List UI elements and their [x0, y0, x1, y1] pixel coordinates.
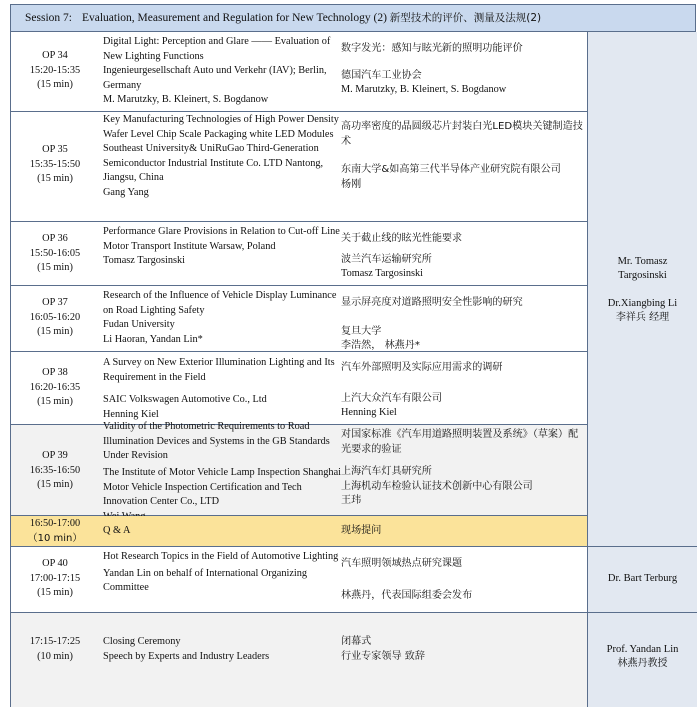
closing-speech-zh: 行业专家领导 致辞 [341, 650, 425, 662]
paper-title-en: Performance Glare Provisions in Relation to Cut-off Line [103, 226, 340, 237]
table-row [11, 286, 587, 352]
table-row [11, 516, 587, 547]
op-time: 15:35-15:50 [29, 158, 81, 170]
table-row [11, 112, 587, 222]
op-number: OP 40 [42, 558, 68, 569]
chair-name: Mr. Tomasz [617, 256, 668, 267]
op-number: OP 38 [42, 367, 68, 378]
op-time: 15:20-15:35 [29, 64, 81, 76]
authors-en: Tomasz Targosinski [103, 255, 185, 266]
op-duration: (15 min) [37, 587, 73, 598]
session-chairs-3 [588, 613, 697, 707]
closing-speech-en: Speech by Experts and Industry Leaders [103, 650, 270, 662]
authors-en: Henning Kiel [103, 408, 159, 420]
op-duration: (15 min) [37, 479, 73, 490]
op-time: 15:50-16:05 [29, 247, 81, 259]
session-label: Session 7: [25, 12, 72, 24]
session-chairs-1 [588, 32, 697, 547]
qa-title-en: Q & A [103, 525, 131, 536]
op-time: 16:05-16:20 [29, 311, 81, 323]
affiliation-en: Southeast University& UniRuGao Third-Generation Semiconductor Industrial Institute Co. LTD Nantong, Jiangsu, China [103, 143, 324, 183]
chair-name-zh: 林燕丹教授 [617, 658, 668, 669]
session-chairs-2 [588, 547, 697, 613]
chair-name: Dr. Bart Terburg [607, 573, 678, 584]
session-body [10, 32, 696, 707]
programme-table [10, 4, 696, 707]
affiliation-en: Ingenieurgesellschaft Auto und Verkehr (IAV); Berlin, Germany [103, 65, 327, 91]
op-number: OP 37 [42, 297, 68, 308]
column-divider [587, 32, 588, 707]
chair-name-zh: 李祥兵 经理 [615, 312, 670, 323]
table-row [11, 352, 587, 425]
table-row [11, 222, 587, 286]
affiliation-zh: 德国汽车工业协会 [341, 69, 422, 81]
affiliation-en: Yandan Lin on behalf of International Organizing Committee [103, 567, 308, 593]
authors-zh: Tomasz Targosinski [341, 268, 423, 279]
affiliation-zh: 上海汽车灯具研究所 上海机动车检验认证技术创新中心有限公司 [341, 466, 533, 492]
authors-zh: 王玮 [341, 495, 362, 506]
authors-zh: 杨刚 [341, 178, 362, 190]
op-duration: (15 min) [37, 262, 73, 273]
paper-title-en: Key Manufacturing Technologies of High Power Density Wafer Level Chip Scale Packaging white LED Modules [103, 114, 339, 140]
paper-title-en: Validity of the Photometric Requirements to Road Illumination Devices and Systems in the GB Standards Under Revision [103, 421, 330, 461]
op-time: 16:35-16:50 [29, 464, 81, 476]
affiliation-zh: 东南大学&如高第三代半导体产业研究院有限公司 [341, 164, 561, 175]
affiliation-zh: 林燕丹，代表国际组委会发布 [341, 589, 473, 601]
paper-title-zh: 显示屏亮度对道路照明安全性影响的研究 [341, 297, 523, 308]
paper-title-en: A Survey on New Exterior Illumination Lighting and Its Requirement in the Field [103, 357, 335, 383]
closing-title-en: Closing Ceremony [103, 636, 181, 647]
affiliation-zh: 上汽大众汽车有限公司 [341, 392, 442, 404]
closing-title-zh: 闭幕式 [341, 636, 372, 647]
session-title-zh: 新型技术的评价、测量及法规(2) [389, 12, 542, 24]
op-duration: (15 min) [37, 396, 73, 407]
table-row [11, 32, 587, 112]
session-title-en: Evaluation, Measurement and Regulation for New Technology (2) [81, 12, 387, 24]
paper-title-en: Hot Research Topics in the Field of Automotive Lighting [103, 551, 339, 562]
paper-title-zh: 对国家标准《汽车用道路照明装置及系统》（草案）配光要求的验证 [341, 429, 579, 455]
paper-title-zh: 高功率密度的晶圆级芯片封装白光LED模块关键制造技术 [341, 121, 583, 147]
authors-en: M. Marutzky, B. Kleinert, S. Bogdanow [103, 94, 269, 105]
table-row [11, 613, 587, 707]
affiliation-en: Fudan University [103, 319, 175, 330]
paper-title-zh: 关于截止线的眩光性能要求 [341, 233, 463, 244]
qa-title-zh: 现场提问 [341, 525, 382, 536]
authors-zh: M. Marutzky, B. Kleinert, S. Bogdanow [341, 84, 507, 95]
affiliation-en: The Institute of Motor Vehicle Lamp Inspection Shanghai Motor Vehicle Inspection Certification and Tech Innovation Center Co., LTD [103, 467, 342, 507]
qa-duration: （10 min） [27, 532, 83, 544]
affiliation-en: Motor Transport Institute Warsaw, Poland [103, 240, 276, 252]
authors-en: Li Haoran, Yandan Lin* [103, 333, 203, 345]
op-number: OP 34 [42, 50, 68, 61]
op-duration: (15 min) [37, 326, 73, 337]
chair-name: Targosinski [618, 270, 667, 281]
session-header [10, 4, 696, 32]
affiliation-en: SAIC Volkswagen Automotive Co., Ltd [103, 394, 267, 405]
op-duration: (15 min) [37, 173, 73, 184]
table-row [11, 547, 587, 613]
affiliation-zh: 波兰汽车运输研究所 [341, 253, 432, 265]
authors-zh: Henning Kiel [341, 407, 397, 418]
op-number: OP 39 [42, 450, 68, 461]
authors-zh: 李浩然， 林燕丹* [341, 340, 420, 351]
qa-time: 16:50-17:00 [29, 518, 81, 529]
closing-duration: (10 min) [37, 650, 73, 662]
closing-time: 17:15-17:25 [29, 636, 81, 647]
paper-title-zh: 汽车照明领域热点研究课题 [341, 558, 463, 569]
paper-title-zh: 汽车外部照明及实际应用需求的调研 [341, 362, 503, 373]
op-time: 16:20-16:35 [29, 381, 81, 393]
op-number: OP 35 [42, 144, 68, 155]
chair-name: Prof. Yandan Lin [606, 644, 679, 655]
paper-title-en: Digital Light: Perception and Glare —— Evaluation of New Lighting Functions [103, 36, 331, 62]
chair-name: Dr.Xiangbing Li [607, 298, 678, 309]
op-time: 17:00-17:15 [29, 572, 81, 584]
affiliation-zh: 复旦大学 [341, 325, 382, 337]
paper-title-zh: 数字发光：感知与眩光新的照明功能评价 [341, 43, 523, 54]
op-number: OP 36 [42, 233, 68, 244]
op-duration: (15 min) [37, 79, 73, 90]
authors-en: Gang Yang [103, 186, 149, 198]
paper-title-en: Research of the Influence of Vehicle Display Luminance on Road Lighting Safety [103, 290, 337, 316]
table-row [11, 421, 587, 516]
